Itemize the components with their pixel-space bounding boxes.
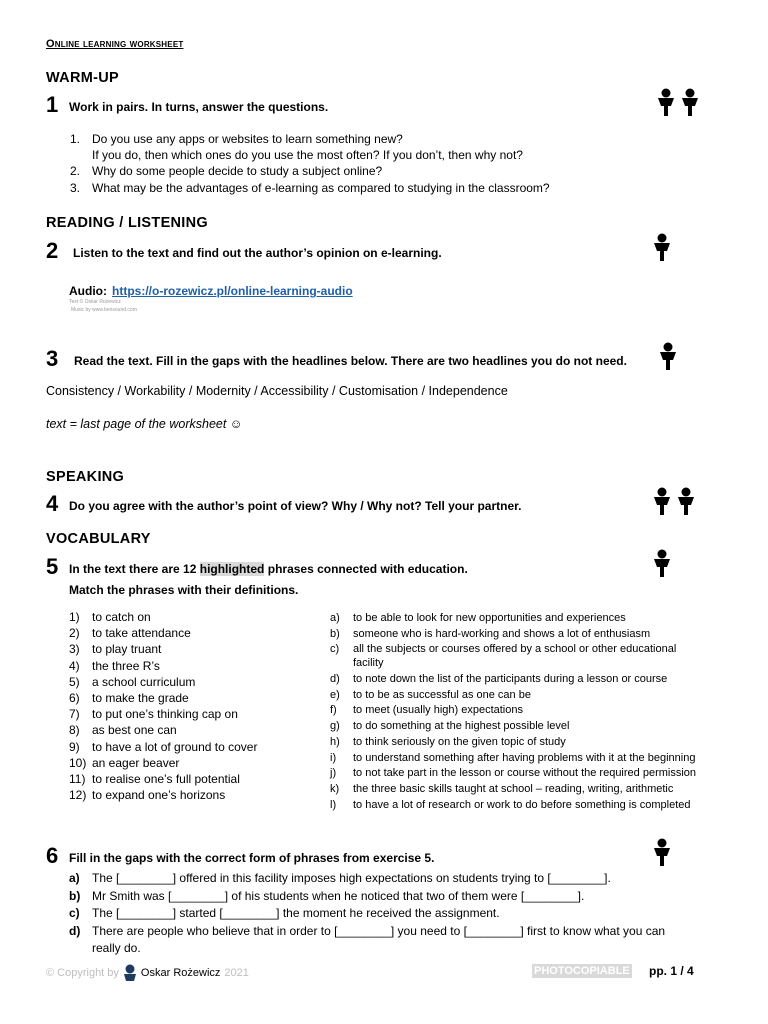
exercise-number-5: 5 — [46, 554, 59, 579]
list-item — [69, 723, 257, 739]
item-text: to be able to look for new opportunities and experiences — [353, 612, 626, 624]
item-text: to play truant — [92, 642, 162, 657]
item-number: 2) — [69, 626, 80, 641]
item-letter: a) — [330, 612, 340, 624]
list-item — [69, 707, 257, 723]
individual-work-icon — [650, 233, 674, 261]
exercise-4-instruction: Do you agree with the author’s point of view? Why / Why not? Tell your partner. — [69, 499, 522, 513]
exercise-5-instruction — [69, 562, 468, 576]
item-number: 3) — [69, 642, 80, 657]
item-letter: k) — [330, 782, 340, 795]
exercise-number-2: 2 — [46, 238, 59, 263]
exercise-number-1: 1 — [46, 92, 59, 117]
exercise-number-3: 3 — [46, 346, 59, 371]
individual-work-icon — [656, 342, 680, 370]
copyright-year: 2021 — [224, 967, 249, 979]
list-item — [330, 799, 696, 815]
exercise-number-4: 4 — [46, 491, 59, 516]
author-logo-icon — [123, 964, 137, 982]
item-text: facility — [353, 657, 384, 670]
definition-list — [330, 612, 696, 814]
list-item — [69, 642, 257, 658]
item-letter — [330, 657, 353, 673]
individual-work-icon — [650, 838, 674, 866]
item-letter: b) — [330, 627, 340, 640]
exercise-6-items — [69, 871, 665, 959]
item-text: to catch on — [92, 610, 151, 624]
item-number: 1) — [69, 610, 80, 624]
list-item — [330, 628, 696, 644]
phrase-list — [69, 610, 257, 804]
item-text: The [________] started [________] the moment he received the assignment. — [92, 906, 500, 920]
list-item — [69, 626, 257, 642]
item-text: all the subjects or courses offered by a school or other educational — [353, 643, 677, 656]
item-text: The [________] offered in this facility imposes high expectations on students trying to [________]. — [92, 871, 611, 885]
page-number: pp. 1 / 4 — [649, 964, 694, 978]
item-text: someone who is hard-working and shows a lot of enthusiasm — [353, 627, 651, 640]
item-letter: l) — [330, 798, 337, 811]
item-text: Mr Smith was [________] of his students when he noticed that two of them were [________]. — [92, 888, 585, 903]
item-text: to put one’s thinking cap on — [92, 707, 238, 722]
pair-work-icon — [654, 88, 702, 116]
question-3-text: What may be the advantages of e-learning as compared to studying in the classroom? — [92, 181, 550, 195]
item-letter: d) — [69, 923, 81, 938]
list-item — [69, 889, 665, 907]
item-letter: c) — [330, 643, 340, 656]
list-item — [69, 941, 665, 959]
item-letter: i) — [330, 751, 337, 764]
question-1: 1. — [70, 132, 81, 146]
item-text: a school curriculum — [92, 674, 196, 689]
list-item — [330, 720, 696, 736]
exercise-1-instruction: Work in pairs. In turns, answer the questions. — [69, 100, 329, 114]
item-text: to expand one’s horizons — [92, 788, 226, 803]
question-2-text: Why do some people decide to study a subject online? — [92, 164, 383, 178]
individual-work-icon — [650, 549, 674, 577]
question-2: 2. — [70, 164, 81, 178]
item-number: 11) — [69, 771, 86, 786]
item-number: 5) — [69, 674, 80, 689]
instruction-part: In the text there are 12 — [69, 562, 197, 576]
item-letter: d) — [330, 673, 340, 686]
list-item — [330, 736, 696, 752]
list-item — [330, 752, 696, 768]
exercise-6-instruction: Fill in the gaps with the correct form of phrases from exercise 5. — [69, 851, 435, 865]
list-item — [69, 788, 257, 804]
item-number: 12) — [69, 788, 87, 803]
list-item — [330, 643, 696, 657]
exercise-2-instruction: Listen to the text and find out the author’s opinion on e-learning. — [73, 246, 442, 260]
list-item — [69, 610, 257, 626]
credit-music: Music by www.bensound.com — [71, 307, 137, 313]
list-item — [69, 756, 257, 772]
list-item — [69, 906, 665, 924]
item-number: 4) — [69, 658, 80, 673]
question-1-text-cont: If you do, then which ones do you use the most often? If you don’t, then why not? — [92, 148, 523, 162]
audio-label: Audio: — [69, 284, 107, 298]
item-text: an eager beaver — [92, 755, 180, 770]
item-text: There are people who believe that in order to [________] you need to [________] first to know what you can — [92, 923, 666, 938]
section-heading-vocabulary: VOCABULARY — [46, 531, 151, 547]
list-item — [69, 871, 665, 889]
list-item — [69, 675, 257, 691]
item-text: really do. — [92, 941, 141, 955]
exercise-number-6: 6 — [46, 843, 59, 868]
item-number: 6) — [69, 690, 80, 705]
credit-text: Text © Oskar Rożewicz — [69, 299, 121, 305]
photocopiable-badge: PHOTOCOPIABLE — [534, 965, 630, 977]
question-1-text: Do you use any apps or websites to learn something new? — [92, 132, 403, 146]
item-number: 7) — [69, 707, 80, 722]
item-text: as best one can — [92, 723, 177, 738]
list-item — [330, 657, 696, 673]
item-letter: b) — [69, 888, 81, 903]
item-letter: e) — [330, 688, 340, 701]
list-item — [69, 740, 257, 756]
exercise-3-instruction: Read the text. Fill in the gaps with the headlines below. There are two headlines you do not need. — [74, 354, 627, 368]
item-number: 8) — [69, 723, 80, 738]
item-text: to note down the list of the participants during a lesson or course — [353, 673, 668, 686]
item-text: to realise one’s full potential — [92, 771, 240, 786]
question-3: 3. — [70, 181, 81, 195]
item-text: the three basic skills taught at school – reading, writing, arithmetic — [353, 782, 674, 795]
section-heading-speaking: SPEAKING — [46, 469, 125, 485]
headlines-list: Consistency / Workability / Modernity / Accessibility / Customisation / Independence — [46, 384, 508, 398]
item-letter: f) — [330, 704, 337, 717]
section-heading-warmup: WARM-UP — [46, 70, 119, 86]
section-heading-reading: READING / LISTENING — [46, 215, 208, 231]
item-text: to think seriously on the given topic of study — [353, 735, 566, 748]
item-text: to make the grade — [92, 690, 189, 705]
text-note: text = last page of the worksheet ☺ — [46, 417, 243, 431]
list-item — [69, 924, 665, 942]
item-text: to do something at the highest possible level — [353, 720, 570, 733]
list-item — [69, 659, 257, 675]
list-item — [330, 612, 696, 628]
item-text: to to be as successful as one can be — [353, 688, 531, 701]
item-letter: j) — [330, 767, 337, 780]
list-item — [330, 783, 696, 799]
audio-link[interactable]: https://o-rozewicz.pl/online-learning-audio — [112, 284, 353, 298]
item-number: 9) — [69, 739, 80, 754]
item-number: 10) — [69, 755, 87, 770]
item-text: to have a lot of ground to cover — [92, 739, 258, 754]
item-letter: h) — [330, 735, 340, 748]
list-item — [69, 691, 257, 707]
item-text: to not take part in the lesson or course without the required permission — [353, 767, 697, 780]
item-text: to have a lot of research or work to do before something is completed — [353, 798, 691, 811]
footer-copyright — [46, 964, 249, 982]
copyright-text: © Copyright by — [46, 967, 119, 979]
list-item — [330, 673, 696, 689]
list-item — [330, 767, 696, 783]
item-text: the three R’s — [92, 658, 160, 673]
exercise-5-instruction-line2: Match the phrases with their definitions. — [69, 583, 299, 597]
instruction-part: phrases connected with education. — [267, 562, 468, 576]
item-letter — [69, 941, 92, 959]
worksheet-title: Online learning worksheet — [46, 38, 184, 50]
highlighted-word: highlighted — [199, 562, 265, 576]
list-item — [330, 704, 696, 720]
item-letter: c) — [69, 906, 80, 920]
item-text: to understand something after having problems with it at the beginning — [353, 751, 696, 764]
item-letter: a) — [69, 871, 80, 885]
item-text: to take attendance — [92, 626, 191, 641]
item-text: to meet (usually high) expectations — [353, 704, 523, 717]
pair-work-icon — [650, 487, 698, 515]
list-item — [69, 772, 257, 788]
item-letter: g) — [330, 720, 340, 733]
author-name: Oskar Rożewicz — [140, 967, 221, 979]
list-item — [330, 689, 696, 705]
